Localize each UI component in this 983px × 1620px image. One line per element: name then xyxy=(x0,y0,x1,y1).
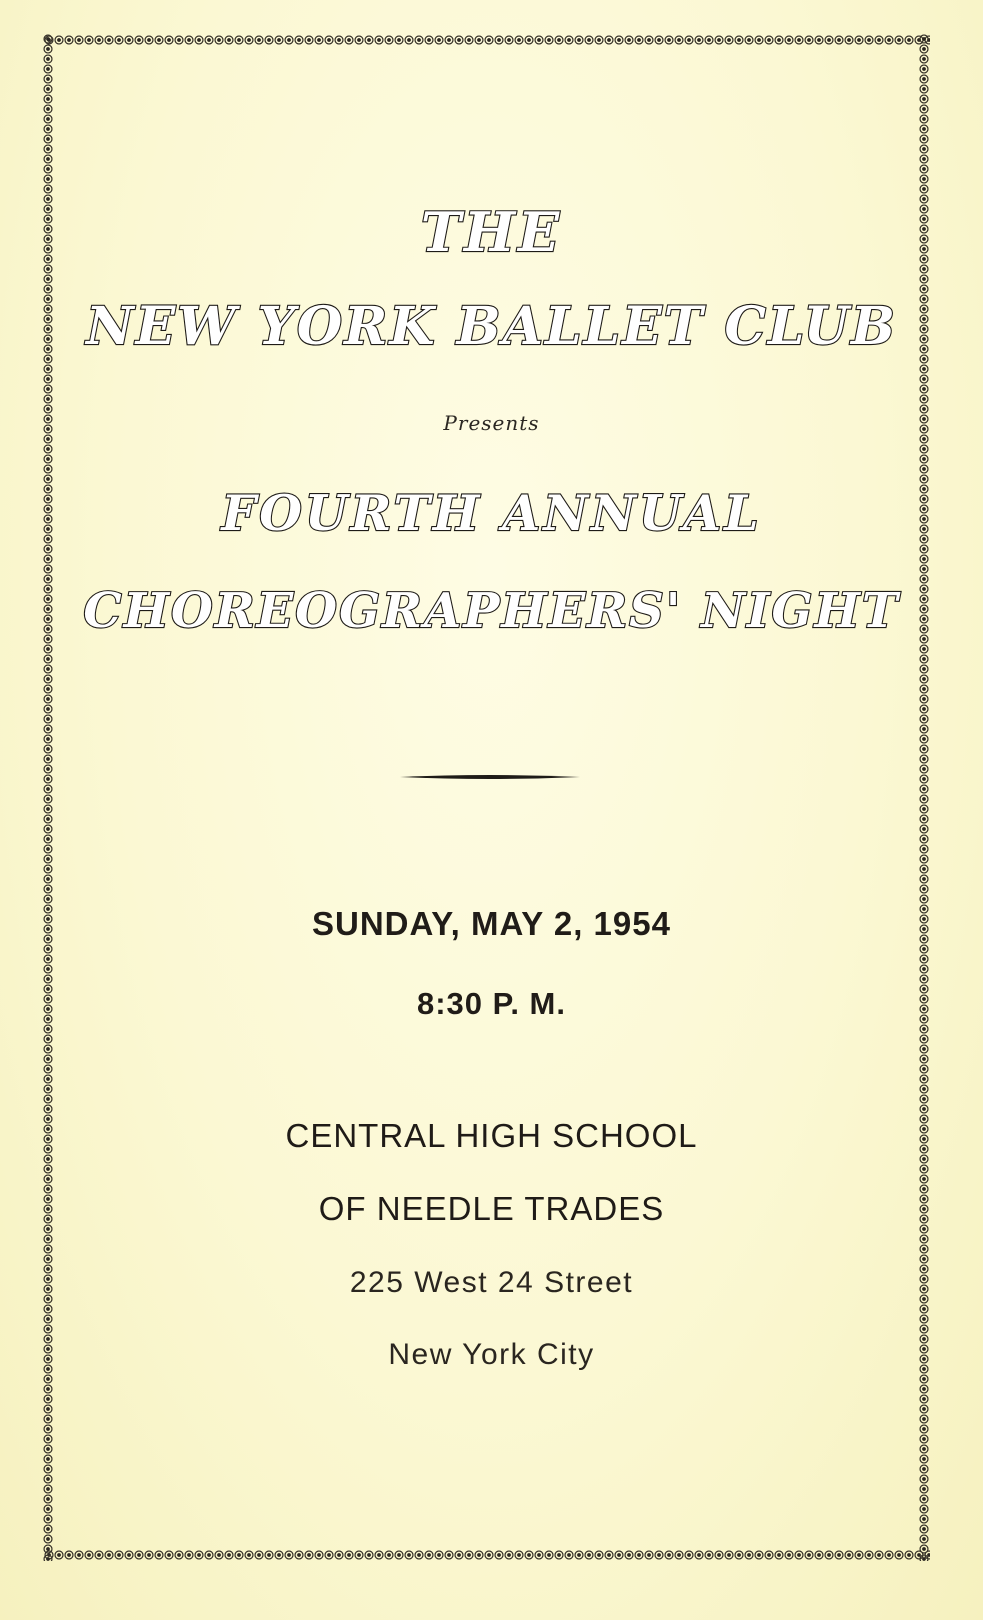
ornamental-border-bottom xyxy=(44,1549,930,1561)
presents-label: Presents xyxy=(443,411,540,435)
ornamental-border-top xyxy=(44,34,930,46)
venue-city: New York City xyxy=(388,1338,595,1371)
venue-address: 225 West 24 Street xyxy=(349,1266,634,1299)
club-name: NEW YORK BALLET CLUB xyxy=(86,296,897,357)
event-time: 8:30 P. M. xyxy=(416,986,566,1021)
venue-line1: CENTRAL HIGH SCHOOL xyxy=(285,1117,698,1154)
event-title-line1: FOURTH ANNUAL xyxy=(221,484,762,542)
event-date: SUNDAY, MAY 2, 1954 xyxy=(312,905,671,942)
event-title-line2: CHOREOGRAPHERS' NIGHT xyxy=(83,583,900,639)
heading-the: THE xyxy=(420,200,563,264)
venue-line2: OF NEEDLE TRADES xyxy=(318,1190,665,1227)
decorative-rule xyxy=(400,774,580,780)
